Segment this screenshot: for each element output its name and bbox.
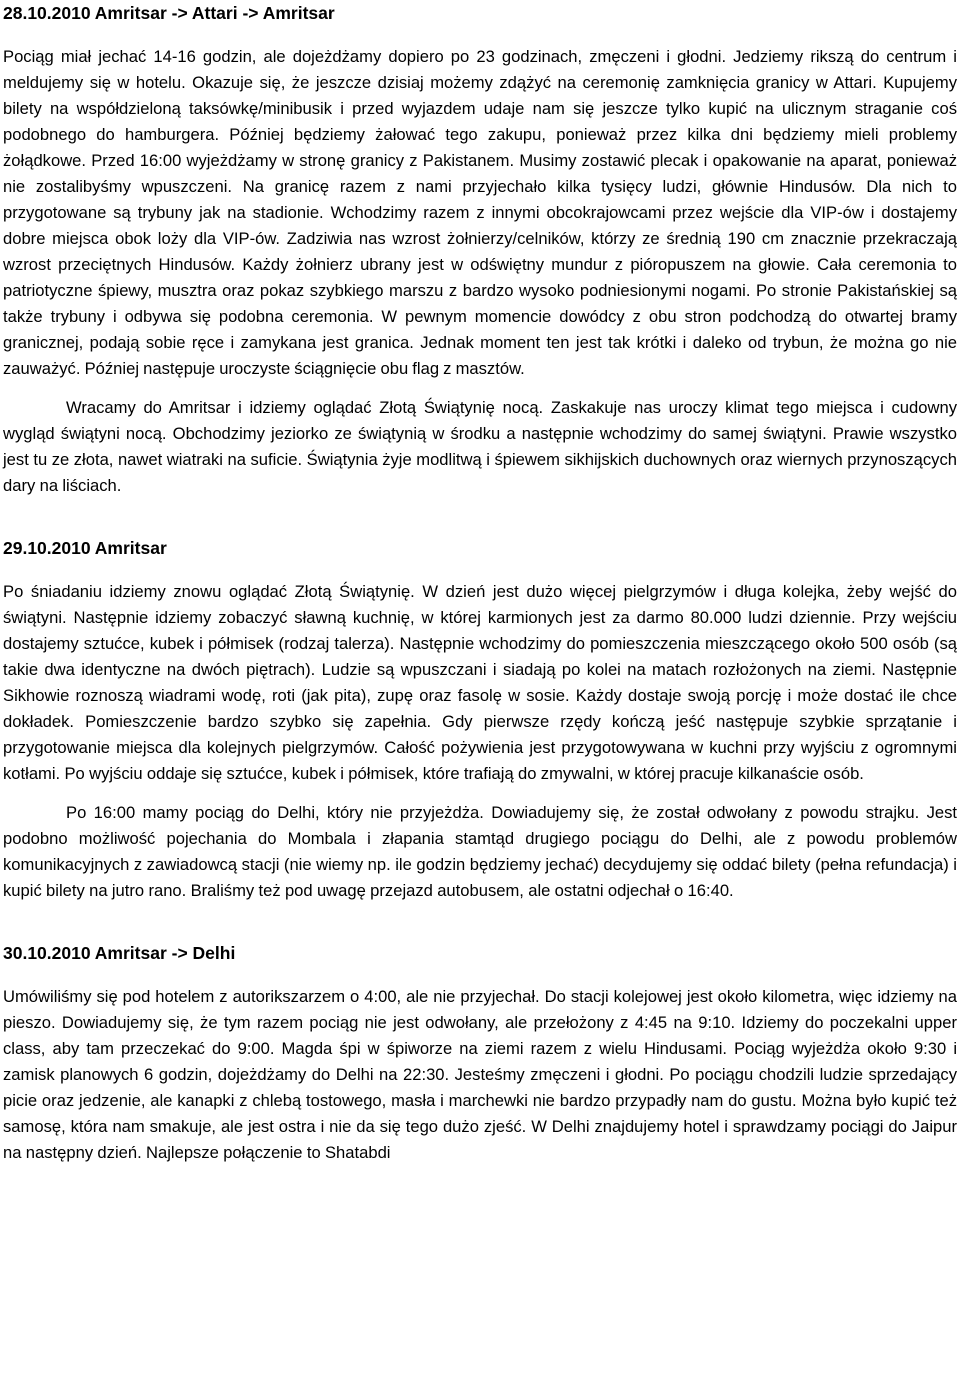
section-heading: 29.10.2010 Amritsar	[3, 538, 167, 558]
document-page	[3, 0, 957, 1166]
paragraph: Pociąg miał jechać 14-16 godzin, ale dojeżdżamy dopiero po 23 godzinach, zmęczeni i głodni. Jedziemy rikszą do centrum i meldujemy się w hotelu. Okazuje się, że jeszcze dzisiaj możemy zdążyć na ceremonię zamknięcia granicy w Attari. Kupujemy bilety na współdzieloną taksówkę/minibusik i przed wyjazdem udaje nam się jeszcze tylko kupić na ulicznym straganie coś podobnego do hamburgera. Później będziemy żałować tego zakupu, ponieważ przez kilka dni będziemy mieli problemy żołądkowe. Przed 16:00 wyjeżdżamy w stronę granicy z Pakistanem. Musimy zostawić plecak i opakowanie na aparat, ponieważ nie zostalibyśmy wpuszczeni. Na granicę razem z nami przyjechało kilka tysięcy ludzi, głównie Hindusów. Dla nich to przygotowane są trybuny jak na stadionie. Wchodzimy razem z innymi obcokrajowcami przez wejście dla VIP-ów i dostajemy dobre miejsca obok loży dla VIP-ów. Zadziwia nas wzrost żołnierzy/celników, którzy ze średnią 190 cm znacznie przekraczają wzrost przeciętnych Hindusów. Każdy żołnierz ubrany jest w odświętny mundur z pióropuszem na głowie. Cała ceremonia to patriotyczne śpiewy, musztra oraz pokaz szybkiego marszu z bardzo wysoko podniesionymi nogami. Po stronie Pakistańskiej są także trybuny i odbywa się podobna ceremonia. W pewnym momencie dowódcy z obu stron podchodzą do otwartej bramy granicznej, podają sobie ręce i zamykana jest granica. Jednak moment ten jest tak krótki i daleko od trybun, że można go nie zauważyć. Później następuje uroczyste ściągnięcie obu flag z masztów.	[3, 47, 957, 378]
section-28-10	[3, 0, 957, 499]
paragraph: Po 16:00 mamy pociąg do Delhi, który nie przyjeżdża. Dowiadujemy się, że został odwołany z powodu strajku. Jest podobno możliwość pojechania do Mombala i złapania stamtąd drugiego pociągu do Delhi, ale z powodu problemów komunikacyjnych z zawiadowcą stacji (nie wiemy np. ile godzin będziemy jechać) decydujemy się oddać bilety (pełna refundacja) i kupić bilety na jutro rano. Braliśmy też pod uwagę przejazd autobusem, ale ostatni odjechał o 16:40.	[3, 803, 957, 900]
paragraph: Umówiliśmy się pod hotelem z autorikszarzem o 4:00, ale nie przyjechał. Do stacji kolejowej jest około kilometra, więc idziemy na pieszo. Dowiadujemy się, że tym razem pociąg nie jest odwołany, ale przełożony z 4:45 na 9:10. Idziemy do poczekalni upper class, aby tam przeczekać do 9:00. Magda śpi w śpiworze na ziemi razem z wielu Hindusami. Pociąg wyjeżdża około 9:30 i zamisk planowych 6 godzin, dojeżdżamy do Delhi na 22:30. Jesteśmy zmęczeni i głodni. Po pociągu chodzili ludzie sprzedający picie oraz jedzenie, ale kanapki z chlebą tostowego, masła i marchewki nie bardzo przypadły nam do gustu. Można było kupić też samosę, która nam smakuje, ale jest ostra i nie da się tego dużo zjeść. W Delhi znajdujemy hotel i sprawdzamy pociągi do Jaipur na następny dzień. Najlepsze połączenie to Shatabdi	[3, 987, 957, 1162]
section-heading: 30.10.2010 Amritsar -> Delhi	[3, 943, 236, 963]
section-29-10	[3, 535, 957, 904]
section-heading: 28.10.2010 Amritsar -> Attari -> Amritsar	[3, 3, 335, 23]
paragraph: Po śniadaniu idziemy znowu oglądać Złotą Świątynię. W dzień jest dużo więcej pielgrzymów i długa kolejka, żeby wejść do świątyni. Następnie idziemy zobaczyć sławną kuchnię, w której karmionych jest za darmo 80.000 ludzi dziennie. Przy wejściu dostajemy sztućce, kubek i półmisek (rodzaj talerza). Następnie wchodzimy do pomieszczenia mieszczącego około 500 osób (są takie dwa identyczne na dwóch piętrach). Ludzie są wpuszczani i siadają po kolei na matach rozłożonych na ziemi. Następnie Sikhowie roznoszą wiadrami wodę, roti (jak pita), zupę oraz fasolę w sosie. Każdy dostaje swoją porcję i może dostać ile chce dokładek. Pomieszczenie bardzo szybko się zapełnia. Gdy pierwsze rzędy kończą jeść następuje szybkie sprzątanie i przygotowanie miejsca dla kolejnych pielgrzymów. Całość pożywienia jest przygotowywana w kuchni przy wyjściu z ogromnymi kotłami. Po wyjściu oddaje się sztućce, kubek i półmisek, które trafiają do zmywalni, w której pracuje kilkanaście osób.	[3, 582, 957, 783]
section-30-10	[3, 940, 957, 1166]
paragraph: Wracamy do Amritsar i idziemy oglądać Złotą Świątynię nocą. Zaskakuje nas uroczy klimat tego miejsca i cudowny wygląd świątyni nocą. Obchodzimy jeziorko ze świątynią w środku a następnie wchodzimy do samej świątyni. Prawie wszystko jest tu ze złota, nawet wiatraki na suficie. Świątynia żyje modlitwą i śpiewem sikhijskich duchownych oraz wiernych przynoszących dary na liściach.	[3, 398, 957, 495]
